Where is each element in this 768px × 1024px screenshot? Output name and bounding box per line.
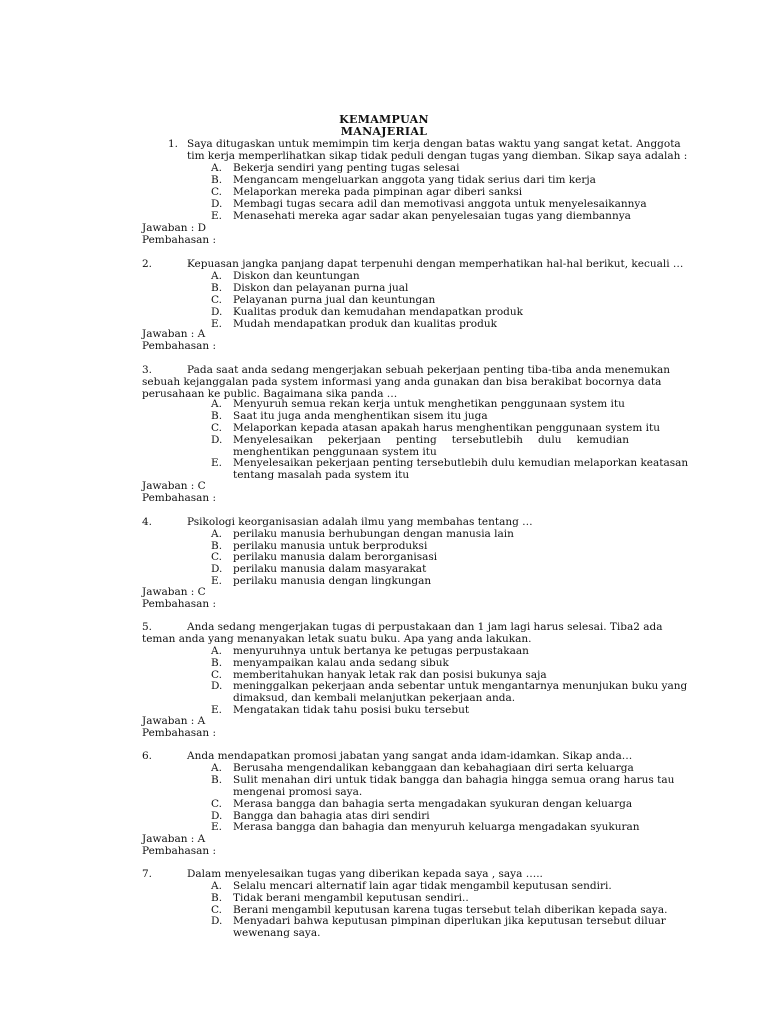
explanation-label: Pembahasan :	[142, 234, 217, 246]
explanation-label: Pembahasan :	[142, 727, 217, 739]
option-letter: D.	[211, 810, 223, 822]
title-line-2: MANAJERIAL	[340, 125, 428, 138]
option-text-continued: menghentikan penggunaan system itu	[233, 446, 437, 458]
option-letter: A.	[211, 398, 222, 410]
option-text: Menyadari bahwa keputusan pimpinan diperlukan jika keputusan tersebut diluar	[233, 915, 666, 927]
option-text: meninggalkan pekerjaan anda sebentar untuk mengantarnya menunjukan buku yang	[233, 680, 688, 692]
option-letter: C.	[211, 551, 222, 563]
question-text-line: teman anda yang menanyakan letak suatu buku. Apa yang anda lakukan.	[142, 633, 532, 645]
option-text-continued: mengenai promosi saya.	[233, 786, 363, 798]
option-word: dulu	[537, 434, 562, 446]
question-number: 2.	[142, 258, 153, 270]
question-number: 7.	[142, 868, 153, 880]
question-text-line: Saya ditugaskan untuk memimpin tim kerja dengan batas waktu yang sangat ketat. Anggota	[187, 138, 681, 150]
option-text: Menasehati mereka agar sadar akan penyelesaian tugas yang diembannya	[233, 210, 631, 222]
option-text: Merasa bangga dan bahagia serta mengadakan syukuran dengan keluarga	[233, 798, 633, 810]
option-text: Pelayanan purna jual dan keuntungan	[233, 294, 436, 306]
option-letter: E.	[211, 318, 223, 330]
question-text-line: sebuah kejanggalan pada system informasi yang anda gunakan dan bisa berakibat bocornya data	[142, 376, 662, 388]
option-letter: C.	[211, 904, 222, 916]
question-number: 3.	[142, 364, 153, 376]
title-line-1: KEMAMPUAN	[339, 113, 429, 126]
question-text-line: Anda sedang mengerjakan tugas di perpustakaan dan 1 jam lagi harus selesai. Tiba2 ada	[187, 621, 663, 633]
question-number: 6.	[142, 750, 153, 762]
question-text-line: Anda mendapatkan promosi jabatan yang sangat anda idam-idamkan. Sikap anda…	[187, 750, 633, 762]
option-text: Diskon dan keuntungan	[233, 270, 360, 282]
option-letter: E.	[211, 457, 223, 469]
question-text-line: Kepuasan jangka panjang dapat terpenuhi dengan memperhatikan hal-hal berikut, kecuali …	[187, 258, 684, 270]
option-text: Bangga dan bahagia atas diri sendiri	[233, 810, 430, 822]
option-letter: C.	[211, 186, 222, 198]
option-letter: E.	[211, 821, 223, 833]
option-text: perilaku manusia dengan lingkungan	[233, 575, 432, 587]
option-text: Melaporkan mereka pada pimpinan agar diberi sanksi	[233, 186, 523, 198]
option-text: menyampaikan kalau anda sedang sibuk	[233, 657, 449, 669]
option-letter: A.	[211, 528, 222, 540]
question-text-line: perusahaan ke public. Bagaimana sika panda …	[142, 388, 398, 400]
option-letter: D.	[211, 680, 223, 692]
option-letter: A.	[211, 880, 222, 892]
answer-line: Jawaban : C	[142, 586, 206, 598]
option-letter: C.	[211, 294, 222, 306]
option-letter: E.	[211, 575, 223, 587]
option-letter: B.	[211, 174, 223, 186]
option-text: Membagi tugas secara adil dan memotivasi anggota untuk menyelesaikannya	[233, 198, 647, 210]
explanation-label: Pembahasan :	[142, 845, 217, 857]
option-letter: D.	[211, 434, 223, 446]
option-text: Menyelesaikan pekerjaan penting tersebutlebih dulu kemudian melaporkan keatasan	[233, 457, 689, 469]
question-text-line: Dalam menyelesaikan tugas yang diberikan kepada saya , saya …..	[187, 868, 543, 880]
option-text: Diskon dan pelayanan purna jual	[233, 282, 409, 294]
option-letter: C.	[211, 669, 222, 681]
option-text: Berani mengambil keputusan karena tugas tersebut telah diberikan kepada saya.	[233, 904, 668, 916]
option-text: perilaku manusia berhubungan dengan manusia lain	[233, 528, 514, 540]
option-letter: C.	[211, 798, 222, 810]
option-letter: B.	[211, 282, 223, 294]
option-letter: D.	[211, 306, 223, 318]
option-letter: E.	[211, 210, 223, 222]
answer-line: Jawaban : C	[142, 480, 206, 492]
option-letter: B.	[211, 410, 223, 422]
option-letter: D.	[211, 198, 223, 210]
option-text: Berusaha mengendalikan kebanggaan dan kebahagiaan diri serta keluarga	[233, 762, 634, 774]
option-letter: D.	[211, 915, 223, 927]
question-text-line: Pada saat anda sedang mengerjakan sebuah pekerjaan penting tiba-tiba anda menemukan	[187, 364, 671, 376]
option-letter: A.	[211, 270, 222, 282]
answer-line: Jawaban : A	[142, 328, 206, 340]
option-text-continued: wewenang saya.	[233, 927, 321, 939]
option-text: Tidak berani mengambil keputusan sendiri..	[233, 892, 469, 904]
option-word: pekerjaan	[327, 434, 381, 446]
question-text-line: Psikologi keorganisasian adalah ilmu yang membahas tentang …	[187, 516, 533, 528]
answer-line: Jawaban : A	[142, 833, 206, 845]
answer-line: Jawaban : A	[142, 715, 206, 727]
option-text-continued: dimaksud, dan kembali melanjutkan pekerjaan anda.	[233, 692, 516, 704]
option-text: Mengatakan tidak tahu posisi buku tersebut	[233, 704, 470, 716]
option-text: Selalu mencari alternatif lain agar tidak mengambil keputusan sendiri.	[233, 880, 612, 892]
option-word: kemudian	[576, 434, 629, 446]
option-letter: B.	[211, 540, 223, 552]
question-number: 5.	[142, 621, 153, 633]
option-word: Menyelesaikan	[233, 434, 313, 446]
option-text: Mudah mendapatkan produk dan kualitas produk	[233, 318, 497, 330]
option-letter: C.	[211, 422, 222, 434]
option-text: Mengancam mengeluarkan anggota yang tidak serius dari tim kerja	[233, 174, 596, 186]
option-letter: A.	[211, 162, 222, 174]
option-text: perilaku manusia dalam masyarakat	[233, 563, 427, 575]
option-text: Saat itu juga anda menghentikan sisem itu juga	[233, 410, 488, 422]
option-text-continued: tentang masalah pada system itu	[233, 469, 410, 481]
option-letter: D.	[211, 563, 223, 575]
option-letter: E.	[211, 704, 223, 716]
option-text: Kualitas produk dan kemudahan mendapatkan produk	[233, 306, 524, 318]
answer-line: Jawaban : D	[142, 222, 207, 234]
question-number: 4.	[142, 516, 153, 528]
explanation-label: Pembahasan :	[142, 340, 217, 352]
option-word: tersebutlebih	[451, 434, 523, 446]
option-text: perilaku manusia dalam berorganisasi	[233, 551, 438, 563]
option-word: penting	[395, 434, 437, 446]
option-letter: B.	[211, 657, 223, 669]
option-text: Menyuruh semua rekan kerja untuk menghetikan penggunaan system itu	[233, 398, 625, 410]
option-text: memberitahukan hanyak letak rak dan posisi bukunya saja	[233, 669, 547, 681]
option-text: Sulit menahan diri untuk tidak bangga dan bahagia hingga semua orang harus tau	[233, 774, 675, 786]
option-text: perilaku manusia untuk berproduksi	[233, 540, 428, 552]
explanation-label: Pembahasan :	[142, 598, 217, 610]
option-text: Merasa bangga dan bahagia dan menyuruh keluarga mengadakan syukuran	[233, 821, 640, 833]
question-text-line: tim kerja memperlihatkan sikap tidak peduli dengan tugas yang diemban. Sikap saya adalah :	[187, 150, 688, 162]
explanation-label: Pembahasan :	[142, 492, 217, 504]
question-number: 1.	[168, 138, 179, 150]
option-letter: B.	[211, 892, 223, 904]
option-letter: A.	[211, 645, 222, 657]
option-text: Melaporkan kepada atasan apakah harus menghentikan penggunaan system itu	[233, 422, 660, 434]
option-text: Bekerja sendiri yang penting tugas selesai	[233, 162, 460, 174]
option-text: menyuruhnya untuk bertanya ke petugas perpustakaan	[233, 645, 529, 657]
option-letter: B.	[211, 774, 223, 786]
option-letter: A.	[211, 762, 222, 774]
